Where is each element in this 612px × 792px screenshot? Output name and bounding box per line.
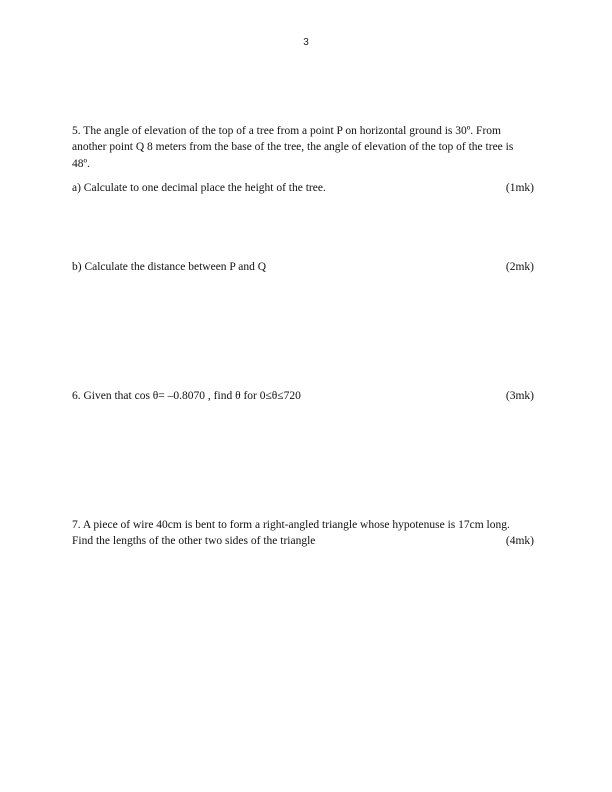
question-6	[72, 388, 534, 404]
question-7-line1: 7. A piece of wire 40cm is bent to form a right-angled triangle whose hypotenuse is 17cm long.	[72, 519, 510, 531]
question-5a-marks: (1mk)	[505, 182, 534, 194]
question-7-line2: Find the lengths of the other two sides of the triangle	[72, 535, 316, 548]
question-6-marks: (3mk)	[505, 390, 534, 402]
question-7	[72, 517, 534, 550]
question-5b-text: b) Calculate the distance between P and Q	[72, 261, 267, 273]
question-7-marks: (4mk)	[505, 535, 534, 548]
question-5b-marks: (2mk)	[505, 261, 534, 273]
question-6-text: 6. Given that cos θ= –0.8070 , find θ for 0≤θ≤720	[72, 390, 301, 402]
page-number: 3	[303, 37, 309, 48]
question-5-stem	[72, 123, 534, 172]
question-7-line2-row	[72, 533, 534, 549]
question-5-text: 5. The angle of elevation of the top of a tree from a point P on horizontal ground is 30º. From another point Q 8 meters from the base of the tree, the angle of elevation of the top of the tree is 48º.	[72, 125, 514, 170]
question-5a-text: a) Calculate to one decimal place the height of the tree.	[72, 182, 326, 194]
question-5b	[72, 259, 534, 275]
question-5a	[72, 180, 534, 196]
